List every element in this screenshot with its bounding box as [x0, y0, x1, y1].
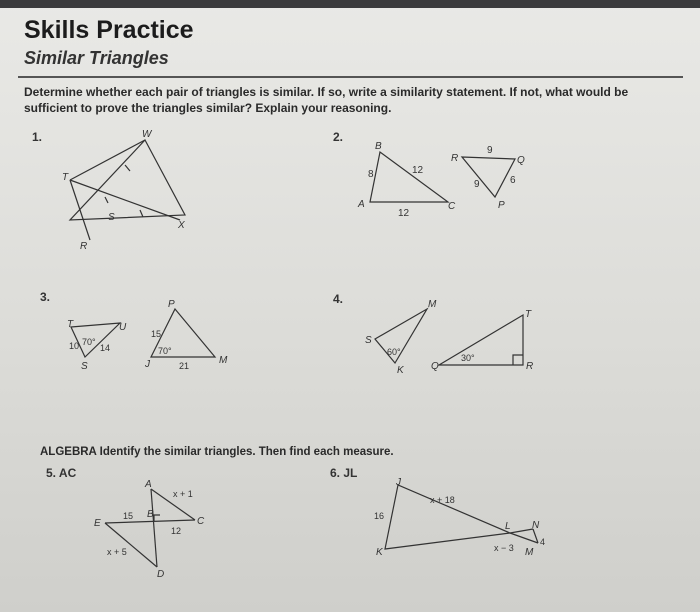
- p1-triangle: [70, 140, 185, 220]
- problem-3-number: 3.: [40, 290, 51, 304]
- p2-value-rq: 9: [487, 145, 493, 156]
- p6-label-l: L: [505, 521, 511, 532]
- p4-triangle-qtr: [439, 315, 523, 365]
- p2-value-rp: 9: [474, 179, 480, 190]
- p4-triangle-skm: [375, 309, 427, 363]
- p3-value-angle2: 70°: [158, 346, 172, 356]
- p2-label-b: B: [375, 141, 382, 152]
- p6-value-lm: x − 3: [494, 543, 514, 553]
- p5-label-a: A: [145, 479, 152, 490]
- p4-label-k: K: [397, 365, 404, 376]
- problem-6-number: 6. JL: [330, 466, 358, 480]
- problem-4-number: 4.: [333, 292, 344, 306]
- p2-value-pq: 6: [510, 175, 516, 186]
- p1-tick-1: [125, 165, 130, 171]
- p3-value-pj: 15: [151, 329, 162, 339]
- p5-label-d: D: [157, 569, 165, 580]
- problem-6-figure: [360, 475, 560, 570]
- problem-1-number: 1.: [32, 130, 43, 144]
- page-title: Skills Practice: [24, 16, 194, 44]
- p2-label-q: Q: [517, 155, 525, 166]
- p5-value-bc: 12: [171, 526, 182, 536]
- p6-value-jl: x + 18: [430, 495, 455, 505]
- p5-value-bd: x + 5: [107, 547, 127, 557]
- top-edge: [0, 0, 700, 8]
- p6-line-ln: [510, 529, 533, 533]
- p6-label-j: J: [396, 477, 401, 488]
- p5-line-ed: [105, 523, 157, 567]
- page-subtitle: Similar Triangles: [24, 48, 169, 68]
- p1-label-s: S: [108, 212, 115, 223]
- instructions: Determine whether each pair of triangles is similar. If so, write a similarity statement. If not, what would be sufficient to prove the triangles similar? Explain your reasoning.: [24, 85, 629, 115]
- problem-1-figure: [50, 125, 210, 255]
- p4-value-angle2: 30°: [461, 353, 475, 363]
- p6-value-nm: 4: [540, 537, 546, 547]
- p3-label-u: U: [119, 322, 127, 333]
- p2-label-c: C: [448, 201, 456, 212]
- p2-triangle-abc: [370, 152, 448, 202]
- p6-value-jk: 16: [374, 511, 385, 521]
- p5-value-ab: x + 1: [173, 489, 193, 499]
- p3-label-s: S: [81, 361, 88, 372]
- p3-value-angle1: 70°: [82, 337, 96, 347]
- p1-label-w: W: [142, 129, 152, 140]
- p2-label-p: P: [498, 200, 505, 211]
- p5-label-b: B: [147, 509, 154, 520]
- p6-line-lm: [510, 533, 538, 543]
- p5-label-e: E: [94, 518, 101, 529]
- algebra-heading: ALGEBRA Identify the similar triangles. Then find each measure.: [40, 446, 394, 458]
- p6-label-k: K: [376, 547, 383, 558]
- p1-tick-3: [140, 210, 143, 217]
- p3-value-jm: 21: [179, 361, 190, 371]
- p2-value-ac: 12: [398, 208, 410, 219]
- p3-label-m: M: [219, 355, 228, 366]
- p4-label-s: S: [365, 335, 372, 346]
- p1-label-x: X: [178, 220, 185, 231]
- p2-label-a: A: [358, 199, 365, 210]
- p2-value-ab: 8: [368, 169, 374, 180]
- p2-triangle-rqp: [462, 157, 515, 197]
- p1-label-t: T: [62, 172, 69, 183]
- p2-value-bc: 12: [412, 165, 424, 176]
- p3-label-p: P: [168, 299, 175, 310]
- p1-line-tx: [70, 180, 180, 220]
- p3-value-su: 14: [100, 343, 111, 353]
- problem-2-figure: [340, 135, 540, 225]
- header-divider: [18, 76, 683, 78]
- p4-label-r: R: [526, 361, 534, 372]
- p5-right-angle: [154, 515, 160, 521]
- p4-label-m: M: [428, 299, 437, 310]
- p6-label-n: N: [532, 520, 540, 531]
- problem-5-figure: [85, 475, 235, 580]
- p1-tick-2: [105, 197, 108, 203]
- p3-label-t: T: [67, 319, 74, 330]
- p4-label-t: T: [525, 309, 532, 320]
- p3-label-j: J: [145, 359, 150, 370]
- problem-4-figure: [355, 295, 555, 380]
- p5-line-ec: [105, 520, 195, 523]
- p6-label-m: M: [525, 547, 534, 558]
- p5-line-ad: [151, 489, 157, 567]
- p4-value-angle1: 60°: [387, 347, 401, 357]
- p2-label-r: R: [451, 153, 459, 164]
- p3-value-ts: 10: [69, 341, 80, 351]
- p4-label-q: Q: [431, 361, 439, 372]
- p5-label-c: C: [197, 516, 205, 527]
- problem-5-number: 5. AC: [46, 466, 77, 480]
- problem-2-number: 2.: [333, 130, 344, 144]
- p5-value-eb: 15: [123, 511, 134, 521]
- problem-3-figure: [55, 295, 245, 380]
- p1-label-r: R: [80, 241, 88, 252]
- p1-side-tr: [70, 180, 90, 240]
- p4-right-angle: [513, 355, 523, 365]
- p1-side-tw: [70, 140, 145, 180]
